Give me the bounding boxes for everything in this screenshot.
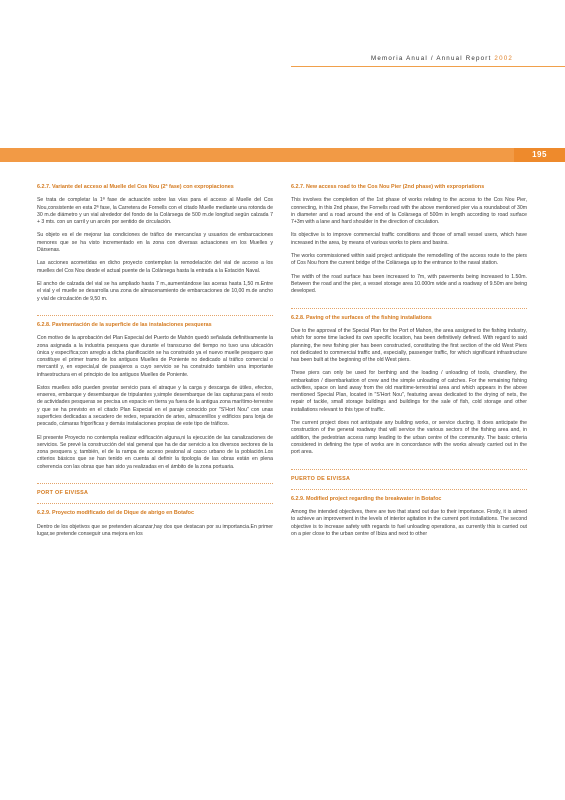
- section-heading: 6.2.9. Proyecto modificado del de Dique de abrigo en Botafoc: [37, 510, 194, 517]
- section-divider: [37, 503, 273, 504]
- right-column: [291, 184, 527, 544]
- port-heading: PORT OF EIVISSA: [37, 490, 89, 497]
- paragraph: El presente Proyecto no contempla realizar edificación alguna,ni la ejecución de las canalizaciones de servicios. Se prevé la construcción del vial general que ha de dar servicio a los diversos sectores de la zona pesquera y, también, el de la rampa de acceso peatonal al casco urbano de la población.Los criterios básicos que se han tenido en cuenta al definir la tipología de las obras están en plena coherencia con las obras que han sido ya realizadas en el ámbito de la zona portuaria.: [37, 434, 273, 470]
- left-column: [37, 184, 273, 544]
- paragraph: Con motivo de la aprobación del Plan Especial del Puerto de Mahón quedó señalada definitivamente la zona asignada a la industria pesquera que durante el transcurso del tiempo no tuvo una ubicación única y específica;con arreglo a dicha planificación se ha construido ya el nuevo muelle pesquero que constituye el primer tramo de los antiguos Muelles de Poniente no dedicado al tráfico comercial o mercantil y, en especial,al de pasajeros a cuyo servicio se ha construido también una importante infraestructura en el principio de los antiguos Muelles de Poniente.: [37, 335, 273, 378]
- page-band: [0, 148, 565, 162]
- paragraph: Las acciones acometidas en dicho proyecto contemplan la remodelación del vial de acceso a los muelles del Cos Nou desde el actual puente de la Colàrsega hasta la entrada a la Estación Naval.: [37, 260, 273, 274]
- section-heading: 6.2.9. Modified project regarding the breakwater in Botafoc: [291, 495, 442, 502]
- section-divider: [291, 489, 527, 490]
- section-heading: 6.2.8. Pavimentación de la superficie de las instalaciones pesqueras: [37, 322, 212, 328]
- header-title-main: Memoria Anual / Annual Report: [371, 55, 495, 62]
- paragraph: El ancho de calzada del vial se ha ampliado hasta 7 m.,aumentándose las aceras hasta 1,50 m.Entre el vial y el muelle se desarrolla una zona de almacenamiento de embarcaciones de 10,00 m.de ancho y vial de circulación de 9,50 m.: [37, 281, 273, 302]
- section-divider: [291, 469, 527, 470]
- paragraph: The current project does not anticipate any building works, or service ducting. It does anticipate the construction of the general roadway that will service the various sectors of the fishing area and, in addition, the pedestrian access ramp leading to the urban centre of the community. The basic criteria considered in defining the type of works are in concordance with the works already carried out in the port area.: [291, 420, 527, 456]
- header-title: [371, 55, 513, 62]
- port-heading: PUERTO DE EIVISSA: [291, 475, 351, 482]
- paragraph: Due to the approval of the Special Plan for the Port of Mahon, the area assigned to the fishing industry, which for some time lacked its own specific location, has been definitively defined. With regard to said planning, the new fishing pier has been constructed, constituting the first section of the old West Piers not dedicated to commercial traffic and, especially, passenger traffic, for which significant infrastructure has been built at the beginning of the old West piers.: [291, 328, 527, 363]
- paragraph: This involves the completion of the 1st phase of works relating to the access to the Cos Nou Pier, connecting, in this 2nd phase, the Fornells road with the above mentioned pier via a roundabout of 30m in diameter and a road around the end of la Colàrsega of 500m in length according to road surface 7+3m with a lane and hard shoulder in the direction of circulation.: [291, 197, 527, 225]
- paragraph: Dentro de los objetivos que se pretenden alcanzar,hay dos que destacan por su importancia.En primer lugar,se pretende conseguir una mejora en los: [37, 523, 273, 537]
- paragraph: Se trata de completar la 1ª fase de actuación sobre las vías para el acceso al Muelle del Cos Nou,consistente en esta 2ª fase, la Carretera de Fornells con el citado Muelle mediante una rotonda de 30 m.de diámetro y un vial alrededor del fondo de la Colàrsega de 500 m.de longitud según calzada 7 + 3 mts. con un carril y un arcén por sentido de circulación.: [37, 197, 273, 225]
- section-divider: [37, 315, 273, 316]
- paragraph: These piers can only be used for berthing and the loading / unloading of tools, chandlery, the embarkation / disembarkation of crew and the simple unloading of catches. For the remaining fishing activities, space on land away from the old maritime-terrestrial area and which appears in the above mentioned Special Plan, located in "S'Hort Nou", featuring areas dedicated to the drying of nets, the repair of tackle, small storage buildings and buildings for the sale of fish, cold storage and other installations relevant to this type of traffic.: [291, 370, 527, 413]
- section-heading: 6.2.7. Variante del acceso al Muelle del Cos Nou (2ª fase) con expropiaciones: [37, 184, 234, 190]
- paragraph: Among the intended objectives, there are two that stand out due to their importance. Firstly, it is aimed to achieve an improvement in the levels of interior agitation in the current port installations. The second objective is to increase safety with regards to fuel unloading operations, as currently this is carried out on a pier close to the urban centre of Ibiza and next to other: [291, 509, 527, 537]
- section-divider: [37, 483, 273, 484]
- paragraph: Its objective is to improve commercial traffic conditions and those of small vessel users, which have increased in the area, by means of various works to piers and basins.: [291, 232, 527, 246]
- paragraph: The width of the road surface has been increased to 7m, with pavements being increased to 1.50m. Between the road and the pier, a vessel storage area 10.000m wide and a roadway of 9.50m are being developed.: [291, 273, 527, 295]
- section-heading: 6.2.7. New access road to the Cos Nou Pier (2nd phase) with expropriations: [291, 184, 485, 190]
- section-heading: 6.2.8. Paving of the surfaces of the fishing installations: [291, 314, 432, 321]
- header-year: 2002: [494, 55, 513, 62]
- paragraph: The works commissioned within said project anticipate the remodelling of the access route to the piers of Cos Nou from the current bridge of the Colàrsega up to the entrance to the naval station.: [291, 253, 527, 267]
- paragraph: Su objeto es el de mejorar las condiciones de tráfico de mercancías y usuarios de embarcaciones menores que se ha visto incrementado en la zona con diversas actuaciones en los Muelles y Dàrsenas.: [37, 232, 273, 253]
- page-number: 195: [514, 148, 565, 162]
- section-divider: [291, 308, 527, 309]
- header-rule: [291, 66, 565, 67]
- paragraph: Estos muelles sólo pueden prestar servicio para el atraque y la carga y descarga de útiles, efectos, enseres, embarque y desembarque de tripulantes y,simple desembarque de las capturas;para el resto de actividades pesqueras se precisa un espacio en tierra ya fuera de la antigua zona marítimo-terrestre y que se ha previsto en el citado Plan Especial en el paraje conocido por "S'Hort Nou" con unas superficies dedicadas a secadero de redes, reparación de artes, almacenillos y edificios para lonja de pescado, cámaras frigoríficas y demás instalaciones propias de este tipo de tráficos.: [37, 384, 273, 428]
